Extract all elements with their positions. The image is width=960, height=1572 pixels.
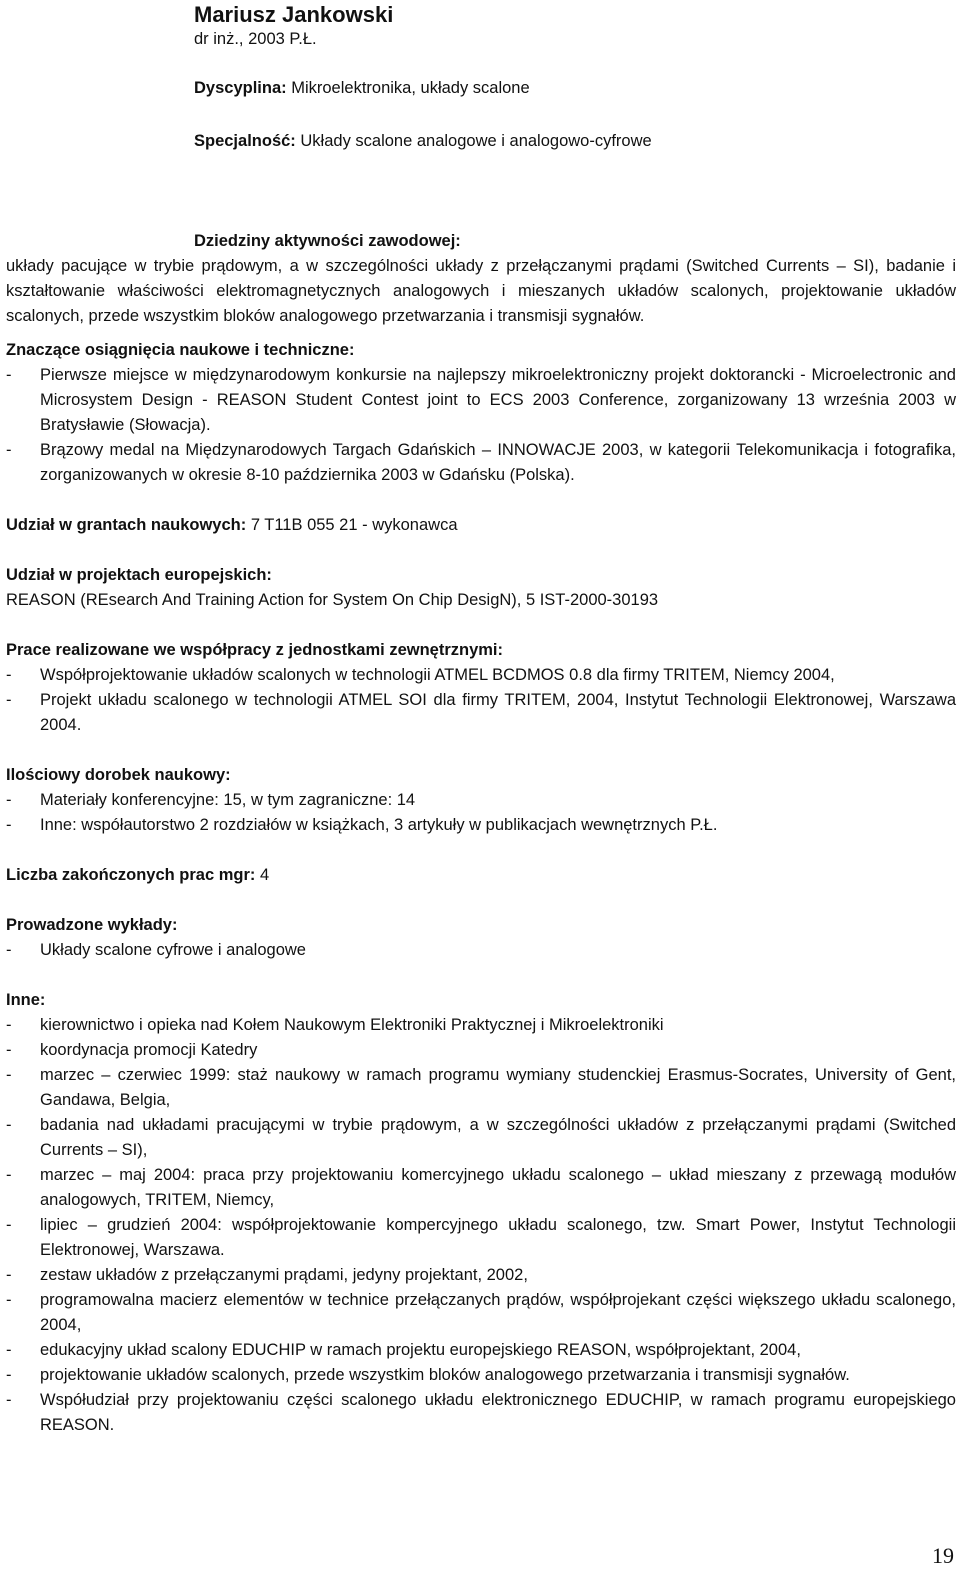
list-item: - Współprojektowanie układów scalonych w technologii ATMEL BCDMOS 0.8 dla firmy TRITEM, Niemcy 2004, bbox=[6, 666, 835, 684]
activity-text: układy pacujące w trybie prądowym, a w szczególności układy z przełączanymi prądami (Switched Currents – SI), badanie i kształtowanie właściwości elektromagnetycznych analogowych i mieszanych układów scalonych, projektowanie układów scalonych, przede wszystkim bloków analogowego przetwarzania i transmisji sygnałów. bbox=[6, 257, 956, 325]
list-item: - Układy scalone cyfrowe i analogowe bbox=[6, 941, 306, 959]
list-item: - Pierwsze miejsce w międzynarodowym konkursie na najlepszy mikroelektroniczny projekt doktorancki - Microelectronic and Microsystem Design - REASON Student Contest joint to ECS 2003 Conference, zorganizowany 13 września 2003 w Bratysławie (Słowacja). bbox=[6, 366, 956, 434]
theses-value: 4 bbox=[260, 866, 270, 884]
lectures-title: Prowadzone wykłady: bbox=[6, 916, 178, 934]
discipline-label: Dyscyplina: bbox=[194, 79, 287, 97]
external-title: Prace realizowane we współpracy z jednostkami zewnętrznymi: bbox=[6, 641, 504, 659]
specialty-line bbox=[194, 129, 652, 154]
lectures-list bbox=[6, 938, 956, 963]
specialty-label: Specjalność: bbox=[194, 132, 296, 150]
profile-header bbox=[194, 0, 652, 154]
list-item: - projektowanie układów scalonych, przede wszystkim bloków analogowego przetwarzania i transmisji sygnałów. bbox=[6, 1366, 850, 1384]
discipline-value: Mikroelektronika, układy scalone bbox=[291, 79, 530, 97]
theses-line bbox=[6, 863, 956, 888]
output-title: Ilościowy dorobek naukowy: bbox=[6, 766, 231, 784]
list-item: - Inne: współautorstwo 2 rozdziałów w książkach, 3 artykuły w publikacjach wewnętrznych P.Ł. bbox=[6, 816, 718, 834]
list-item: - Współudział przy projektowaniu części scalonego układu elektronicznego EDUCHIP, w ramach programu europejskiego REASON. bbox=[6, 1391, 956, 1434]
grants-title: Udział w grantach naukowych: bbox=[6, 516, 247, 534]
list-item: - lipiec – grudzień 2004: współprojektowanie kompercyjnego układu scalonego, tzw. Smart Power, Instytut Technologii Elektronowej, Warszawa. bbox=[6, 1216, 956, 1259]
achievements-list bbox=[6, 363, 956, 488]
list-item: - marzec – maj 2004: praca przy projektowaniu komercyjnego układu scalonego – układ mieszany z przewagą modułów analogowych, TRITEM, Niemcy, bbox=[6, 1166, 956, 1209]
external-list bbox=[6, 663, 956, 738]
other-title: Inne: bbox=[6, 991, 46, 1009]
main-content bbox=[6, 254, 956, 1438]
list-item: - marzec – czerwiec 1999: staż naukowy w ramach programu wymiany studenckiej Erasmus-Socrates, University of Gent, Gandawa, Belgia, bbox=[6, 1066, 956, 1109]
achievements-title: Znaczące osiągnięcia naukowe i techniczne: bbox=[6, 341, 355, 359]
list-item: - Materiały konferencyjne: 15, w tym zagraniczne: 14 bbox=[6, 791, 416, 809]
list-item: - koordynacja promocji Katedry bbox=[6, 1041, 258, 1059]
list-item: - kierownictwo i opieka nad Kołem Naukowym Elektroniki Praktycznej i Mikroelektroniki bbox=[6, 1016, 664, 1034]
output-list bbox=[6, 788, 956, 838]
discipline-line bbox=[194, 76, 652, 101]
list-item: - edukacyjny układ scalony EDUCHIP w ramach projektu europejskiego REASON, współprojektant, 2004, bbox=[6, 1341, 801, 1359]
other-list bbox=[6, 1013, 956, 1438]
grants-line bbox=[6, 513, 956, 538]
academic-degree: dr inż., 2003 P.Ł. bbox=[194, 30, 317, 48]
page-number: 19 bbox=[932, 1543, 954, 1568]
specialty-value: Układy scalone analogowe i analogowo-cyfrowe bbox=[300, 132, 652, 150]
list-item: - badania nad układami pracującymi w trybie prądowym, a w szczególności układów z przełączanymi prądami (Switched Currents – SI), bbox=[6, 1116, 956, 1159]
grants-value: 7 T11B 055 21 - wykonawca bbox=[250, 516, 458, 534]
list-item: - Brązowy medal na Międzynarodowych Targach Gdańskich – INNOWACJE 2003, w kategorii Telekomunikacja i fotografika, zorganizowanych w okresie 8-10 października 2003 w Gdańsku (Polska). bbox=[6, 441, 956, 484]
theses-title: Liczba zakończonych prac mgr: bbox=[6, 866, 256, 884]
eu-projects-text: REASON (REsearch And Training Action for System On Chip DesigN), 5 IST-2000-30193 bbox=[6, 591, 659, 609]
activity-title: Dziedziny aktywności zawodowej: bbox=[194, 232, 461, 250]
list-item: - Projekt układu scalonego w technologii ATMEL SOI dla firmy TRITEM, 2004, Instytut Technologii Elektronowej, Warszawa 2004. bbox=[6, 691, 956, 734]
list-item: - programowalna macierz elementów w technice przełączanych prądów, współprojekant części większego układu scalonego, 2004, bbox=[6, 1291, 956, 1334]
eu-projects-title: Udział w projektach europejskich: bbox=[6, 566, 272, 584]
list-item: - zestaw układów z przełączanymi prądami, jedyny projektant, 2002, bbox=[6, 1266, 528, 1284]
person-name: Mariusz Jankowski bbox=[194, 2, 394, 27]
